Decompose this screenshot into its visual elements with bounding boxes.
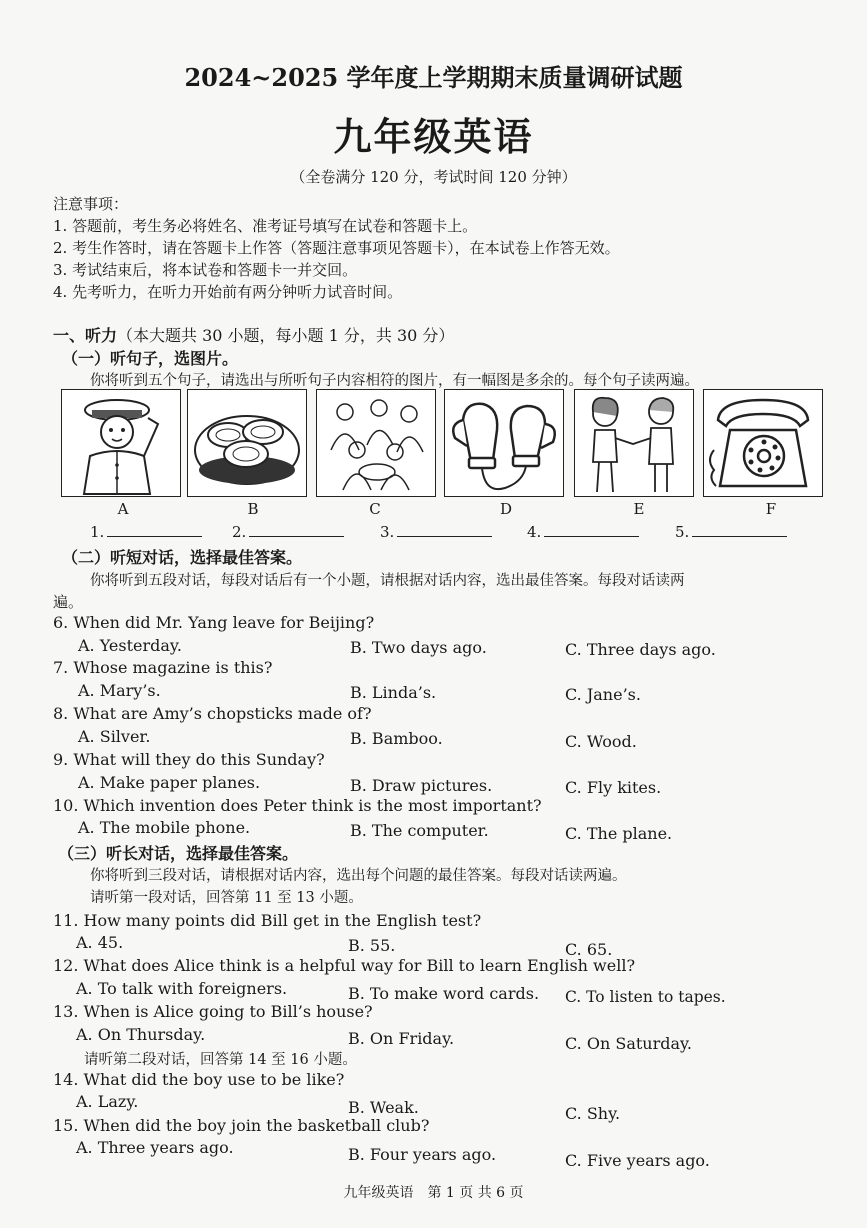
question-12: 12. What does Alice think is a helpful way for Bill to learn English well? xyxy=(53,956,636,975)
picture-label: C xyxy=(369,500,381,518)
picture-f xyxy=(703,389,823,497)
question-11: 11. How many points did Bill get in the English test? xyxy=(53,911,482,930)
question-13: 13. When is Alice going to Bill’s house? xyxy=(53,1002,373,1021)
option-c[interactable]: C. Fly kites. xyxy=(565,778,662,797)
option-c[interactable]: C. To listen to tapes. xyxy=(565,988,726,1006)
option-a[interactable]: A. The mobile phone. xyxy=(78,818,251,837)
option-c[interactable]: C. Jane’s. xyxy=(565,685,641,704)
option-c[interactable]: C. Three days ago. xyxy=(565,640,716,659)
option-a[interactable]: A. Mary’s. xyxy=(78,681,161,700)
option-c[interactable]: C. 65. xyxy=(565,940,613,959)
dialog1-instruction: 请听第一段对话，回答第 11 至 13 小题。 xyxy=(90,890,363,906)
option-c[interactable]: C. Wood. xyxy=(565,732,637,751)
answer-blank[interactable] xyxy=(527,523,639,541)
option-a[interactable]: A. Silver. xyxy=(78,727,151,746)
option-a[interactable]: A. On Thursday. xyxy=(76,1025,206,1044)
picture-d xyxy=(444,389,564,497)
question-7: 7. Whose magazine is this? xyxy=(53,658,273,677)
telephone-icon xyxy=(704,390,822,496)
picture-label: B xyxy=(247,500,259,518)
exam-title: 2024~2025 学年度上学期期末质量调研试题 xyxy=(184,63,683,92)
dialog2-instruction: 请听第二段对话，回答第 14 至 16 小题。 xyxy=(84,1052,357,1068)
section-heading xyxy=(53,323,454,346)
answer-blank[interactable] xyxy=(232,523,344,541)
answer-blank[interactable] xyxy=(380,523,492,541)
option-a[interactable]: A. Three years ago. xyxy=(76,1138,234,1157)
picture-a xyxy=(61,389,181,497)
part3-instruction: 你将听到三段对话，请根据对话内容，选出每个问题的最佳答案。每段对话读两遍。 xyxy=(90,868,627,884)
option-c[interactable]: C. Five years ago. xyxy=(565,1151,710,1170)
option-b[interactable]: B. Two days ago. xyxy=(350,638,487,657)
part1-instruction: 你将听到五个句子，请选出与所听句子内容相符的图片，有一幅图是多余的。每个句子读两遍。 xyxy=(90,373,699,389)
family-gathering-icon xyxy=(317,390,435,496)
option-b[interactable]: B. Linda’s. xyxy=(350,683,437,702)
answer-blank[interactable] xyxy=(90,523,202,541)
picture-b xyxy=(187,389,307,497)
part3-heading: （三）听长对话，选择最佳答案。 xyxy=(58,844,299,863)
blank-number: 2. xyxy=(232,523,247,541)
saluting-soldier-icon xyxy=(62,390,180,496)
notes-heading: 注意事项： xyxy=(53,195,129,213)
option-b[interactable]: B. On Friday. xyxy=(348,1029,455,1048)
picture-e xyxy=(574,389,694,497)
question-10: 10. Which invention does Peter think is the most important? xyxy=(53,796,542,815)
option-c[interactable]: C. Shy. xyxy=(565,1104,621,1123)
part1-heading: （一）听句子，选图片。 xyxy=(62,349,239,368)
page-footer: 九年级英语 第 1 页 共 6 页 xyxy=(343,1185,524,1201)
option-b[interactable]: B. Four years ago. xyxy=(348,1145,497,1164)
section-title: 一、听力 xyxy=(53,326,118,345)
option-a[interactable]: A. Yesterday. xyxy=(78,636,182,655)
section-note: （本大题共 30 小题，每小题 1 分，共 30 分） xyxy=(117,326,455,345)
option-b[interactable]: B. Draw pictures. xyxy=(350,776,493,795)
option-a[interactable]: A. To talk with foreigners. xyxy=(76,979,288,998)
option-c[interactable]: C. The plane. xyxy=(565,824,673,843)
part2-instruction-cont: 遍。 xyxy=(53,593,84,611)
option-b[interactable]: B. 55. xyxy=(348,936,396,955)
blank-number: 5. xyxy=(675,523,690,541)
question-9: 9. What will they do this Sunday? xyxy=(53,750,325,769)
option-b[interactable]: B. The computer. xyxy=(350,821,489,840)
subject-title: 九年级英语 xyxy=(333,114,534,159)
question-14: 14. What did the boy use to be like? xyxy=(53,1070,345,1089)
option-b[interactable]: B. Weak. xyxy=(348,1098,419,1117)
picture-label: A xyxy=(117,500,129,518)
question-8: 8. What are Amy’s chopsticks made of? xyxy=(53,704,372,723)
part2-heading: （二）听短对话，选择最佳答案。 xyxy=(62,548,303,567)
score-info: （全卷满分 120 分，考试时间 120 分钟） xyxy=(290,168,577,186)
option-b[interactable]: B. To make word cards. xyxy=(348,984,540,1003)
note-item: 1. 答题前，考生务必将姓名、准考证号填写在试卷和答题卡上。 xyxy=(53,217,478,235)
option-a[interactable]: A. Make paper planes. xyxy=(78,773,261,792)
blank-number: 3. xyxy=(380,523,395,541)
note-item: 3. 考试结束后，将本试卷和答题卡一并交回。 xyxy=(53,261,358,279)
option-a[interactable]: A. Lazy. xyxy=(76,1092,139,1111)
answer-blank[interactable] xyxy=(675,523,787,541)
mittens-icon xyxy=(445,390,563,496)
picture-label: E xyxy=(633,500,645,518)
question-15: 15. When did the boy join the basketball club? xyxy=(53,1116,430,1135)
option-b[interactable]: B. Bamboo. xyxy=(350,729,443,748)
blank-number: 1. xyxy=(90,523,105,541)
option-a[interactable]: A. 45. xyxy=(76,933,124,952)
option-c[interactable]: C. On Saturday. xyxy=(565,1034,693,1053)
part2-instruction: 你将听到五段对话，每段对话后有一个小题，请根据对话内容，选出最佳答案。每段对话读两 xyxy=(90,573,685,589)
blank-number: 4. xyxy=(527,523,542,541)
question-6: 6. When did Mr. Yang leave for Beijing? xyxy=(53,613,375,632)
picture-label: F xyxy=(765,500,777,518)
picture-label: D xyxy=(499,500,513,518)
handshake-icon xyxy=(575,390,693,496)
mooncakes-icon xyxy=(188,390,306,496)
note-item: 2. 考生作答时，请在答题卡上作答（答题注意事项见答题卡），在本试卷上作答无效。 xyxy=(53,239,620,257)
note-item: 4. 先考听力，在听力开始前有两分钟听力试音时间。 xyxy=(53,283,403,301)
picture-c xyxy=(316,389,436,497)
